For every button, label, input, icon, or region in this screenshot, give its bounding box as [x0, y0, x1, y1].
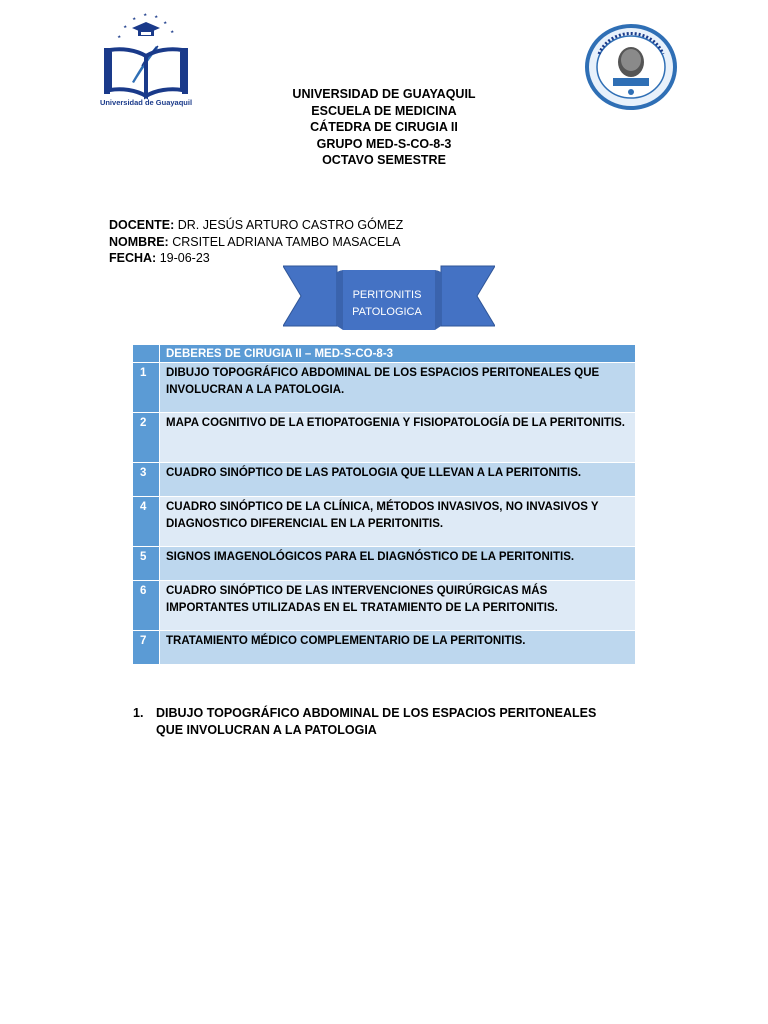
row-text: TRATAMIENTO MÉDICO COMPLEMENTARIO DE LA PERITONITIS. [160, 631, 635, 664]
fecha-value: 19-06-23 [156, 251, 210, 265]
ribbon-title [334, 287, 440, 321]
docente-value: DR. JESÚS ARTURO CASTRO GÓMEZ [174, 218, 404, 232]
fecha-label: FECHA: [109, 251, 157, 265]
row-number: 4 [133, 497, 160, 546]
docente-label: DOCENTE: [109, 218, 175, 232]
header-line-group: GRUPO MED-S-CO-8-3 [316, 136, 452, 151]
nombre-value: CRSITEL ADRIANA TAMBO MASACELA [168, 234, 401, 249]
nombre-line [109, 234, 403, 251]
table-row [133, 547, 635, 581]
header-line-chair: CÁTEDRA DE CIRUGIA II [310, 120, 458, 134]
section-number: 1. [133, 706, 144, 720]
table-row [133, 413, 635, 463]
table-row [133, 581, 635, 631]
row-number: 3 [133, 463, 160, 496]
row-number: 2 [133, 413, 160, 462]
table-header-title: DEBERES DE CIRUGIA II – MED-S-CO-8-3 [166, 348, 394, 360]
section-heading [133, 705, 613, 739]
table-row [133, 363, 635, 413]
header-line-semester: OCTAVO SEMESTRE [322, 153, 446, 167]
table-row [133, 631, 635, 665]
header-line-university: UNIVERSIDAD DE GUAYAQUIL [292, 87, 476, 101]
document-header [0, 86, 768, 169]
section-title: DIBUJO TOPOGRÁFICO ABDOMINAL DE LOS ESPACIOS PERITONEALES QUE INVOLUCRAN A LA PATOLOGIA [156, 706, 597, 737]
table-header-num [133, 345, 160, 362]
homework-table [133, 345, 635, 665]
row-text: CUADRO SINÓPTICO DE LAS INTERVENCIONES QUIRÚRGICAS MÁS IMPORTANTES UTILIZADAS EN EL TRATAMIENTO DE LA PERITONITIS. [160, 581, 635, 630]
table-row [133, 497, 635, 547]
table-header-row [133, 345, 635, 363]
nombre-label: NOMBRE: [109, 234, 169, 249]
row-number: 6 [133, 581, 160, 630]
row-text: CUADRO SINÓPTICO DE LA CLÍNICA, MÉTODOS INVASIVOS, NO INVASIVOS Y DIAGNOSTICO DIFERENCIAL EN LA PERITONITIS. [160, 497, 635, 546]
row-text: DIBUJO TOPOGRÁFICO ABDOMINAL DE LOS ESPACIOS PERITONEALES QUE INVOLUCRAN A LA PATOLOGIA. [160, 363, 635, 412]
row-number: 1 [133, 363, 160, 412]
university-logo-caption: Universidad de Guayaquil [99, 98, 193, 107]
row-text: SIGNOS IMAGENOLÓGICOS PARA EL DIAGNÓSTICO DE LA PERITONITIS. [160, 547, 635, 580]
ribbon-line-1: PERITONITIS [352, 289, 422, 301]
ribbon-line-2: PATOLOGICA [352, 306, 422, 318]
row-text: CUADRO SINÓPTICO DE LAS PATOLOGIA QUE LLEVAN A LA PERITONITIS. [160, 463, 635, 496]
student-info [109, 217, 403, 267]
table-row [133, 463, 635, 497]
row-number: 7 [133, 631, 160, 664]
row-text: MAPA COGNITIVO DE LA ETIOPATOGENIA Y FISIOPATOLOGÍA DE LA PERITONITIS. [160, 413, 635, 462]
header-line-school: ESCUELA DE MEDICINA [311, 103, 457, 118]
docente-line [109, 217, 403, 234]
row-number: 5 [133, 547, 160, 580]
